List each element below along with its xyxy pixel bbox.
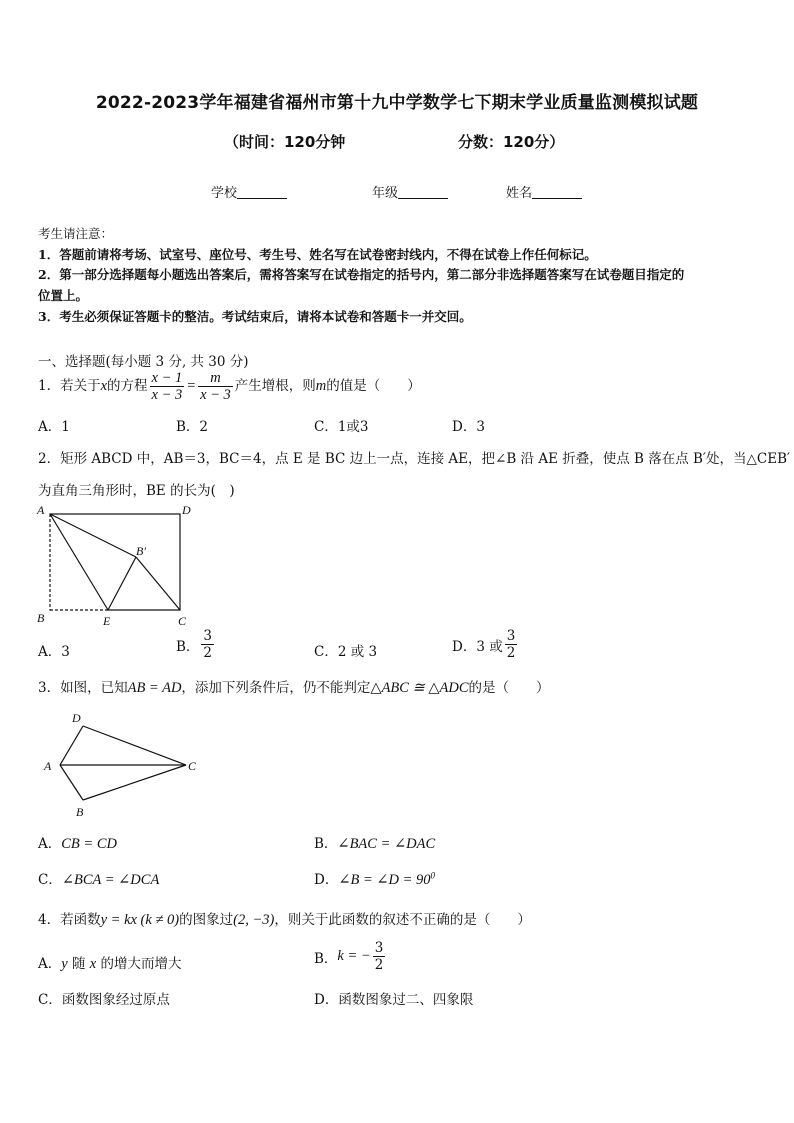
notice-item-1: 1．答题前请将考场、试室号、座位号、考生号、姓名写在试卷密封线内，不得在试卷上作任何标记。 <box>38 247 597 262</box>
question-1 <box>38 370 421 403</box>
q1-var-m: m <box>315 378 327 394</box>
question-4 <box>38 908 531 929</box>
school-field <box>211 182 287 201</box>
q1-option-b: B．2 <box>176 419 209 435</box>
q2-option-d-fraction: $\frac{3}{2}$ <box>506 628 516 661</box>
q4-option-a: A．y 随 x 的增大而增大 <box>38 956 182 972</box>
name-label: 姓名 <box>506 186 533 201</box>
school-label: 学校 <box>211 186 238 201</box>
q3-option-b: B．∠BAC = ∠DAC <box>314 836 436 852</box>
q1-lhs-fraction: $\frac{x - 1}{x - 3}$ <box>151 370 183 403</box>
q4-end: ，则关于此函数的叙述不正确的是（ ） <box>274 912 531 928</box>
label-b-prime: B′ <box>136 544 146 558</box>
label-c: C <box>188 759 197 773</box>
label-a: A <box>37 503 45 517</box>
q2-option-a: A．3 <box>38 644 70 660</box>
q4-option-c: C．函数图象经过原点 <box>38 992 170 1008</box>
segment-ad <box>60 726 83 765</box>
q1-option-a: A．1 <box>38 419 70 435</box>
q1-end: 的值是（ ） <box>326 378 421 394</box>
q2-option-b: B． $\frac{3}{2}$ <box>176 628 213 661</box>
segment-b-prime-c <box>136 557 180 610</box>
name-field <box>506 182 582 201</box>
q2-option-b-fraction: $\frac{3}{2}$ <box>203 628 213 661</box>
q1-mid: 的方程 <box>107 378 148 394</box>
segment-ab <box>60 765 83 800</box>
q4-point: (2, −3) <box>233 912 275 928</box>
notice-heading: 考生请注意： <box>38 226 114 241</box>
exam-time: （时间：120分钟 <box>224 133 346 151</box>
q3-lead: 3．如图，已知 <box>38 680 128 696</box>
q3-congruence: △ABC ≅ △ADC <box>370 680 469 696</box>
q2-rectangle-figure <box>30 500 200 630</box>
label-c: C <box>178 614 187 628</box>
q1-tail: 产生增根，则 <box>234 378 316 394</box>
q4-option-d: D．函数图象过二、四象限 <box>314 992 474 1008</box>
q1-option-c: C．1或3 <box>314 419 369 435</box>
q4-mid: 的图象过 <box>179 912 234 928</box>
q1-eq: = <box>186 378 197 394</box>
label-b: B <box>37 611 45 625</box>
label-e: E <box>103 614 111 628</box>
school-blank[interactable] <box>237 185 287 199</box>
segment-dc <box>83 726 186 765</box>
label-d: D <box>182 503 191 517</box>
exam-score: 分数：120分） <box>458 133 565 151</box>
q1-lead: 1．若关于 <box>38 378 101 394</box>
question-2-line-2: 为直角三角形时，BE 的长为( ) <box>38 483 235 499</box>
label-b: B <box>76 805 84 819</box>
question-3 <box>38 676 550 697</box>
q3-option-d: D．∠B = ∠D = $90^0$ <box>314 870 436 888</box>
q4-lead: 4．若函数 <box>38 912 101 928</box>
q4-option-b-fraction: $\frac{3}{2}$ <box>374 940 384 973</box>
label-d: D <box>72 711 81 725</box>
notice-item-2-cont: 位置上。 <box>38 288 89 303</box>
q3-kite-figure <box>36 708 206 823</box>
q3-mid: ，添加下列条件后，仍不能判定 <box>181 680 371 696</box>
segment-bc <box>83 765 186 800</box>
q1-option-d: D．3 <box>452 419 485 435</box>
grade-blank[interactable] <box>398 185 448 199</box>
q4-option-b: B．k = − $\frac{3}{2}$ <box>314 940 384 973</box>
segment-b-prime-e <box>108 557 136 610</box>
section-title: 一、选择题(每小题 3 分, 共 30 分) <box>38 354 249 370</box>
label-a: A <box>44 759 52 773</box>
q3-condition: AB = AD <box>127 680 182 696</box>
q3-option-c: C．∠BCA = ∠DCA <box>38 872 160 888</box>
question-2-line-1: 2．矩形 ABCD 中，AB＝3，BC＝4，点 E 是 BC 边上一点，连接 AE，把∠B 沿 AE 折叠，使点 B 落在点 B′处，当△CEB′ <box>38 451 791 467</box>
notice-item-3: 3．考生必须保证答题卡的整洁。考试结束后，请将本试卷和答题卡一并交回。 <box>38 309 472 324</box>
name-blank[interactable] <box>532 185 582 199</box>
notice-item-2: 2．第一部分选择题每小题选出答案后，需将答案写在试卷指定的括号内，第二部分非选择题答案写在试卷题目指定的 <box>38 267 685 282</box>
page-title: 2022-2023学年福建省福州市第十九中学数学七下期末学业质量监测模拟试题 <box>95 93 699 113</box>
q4-function: y = kx (k ≠ 0) <box>100 912 180 928</box>
q3-end: 的是（ ） <box>468 680 550 696</box>
q3-option-a: A．CB = CD <box>38 836 117 852</box>
q1-var-x: x <box>100 378 108 394</box>
q2-option-c: C．2 或 3 <box>314 644 378 660</box>
q2-option-d: D．3 或 $\frac{3}{2}$ <box>452 628 516 661</box>
grade-label: 年级 <box>372 186 399 201</box>
grade-field <box>372 182 448 201</box>
q1-rhs-fraction: $\frac{m}{x - 3}$ <box>200 370 231 403</box>
